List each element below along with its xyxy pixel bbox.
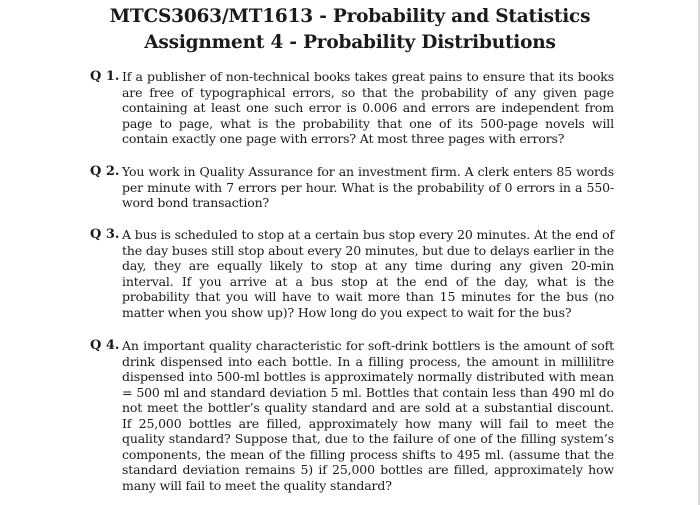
question-number: Q 3. (90, 227, 120, 242)
question-text: If a publisher of non-technical books takes great pains to ensure that its books are free of typographical errors, so that the probability of any given page containing at least one such error is 0.006 and errors are independent from page to page, what is the probability that one of its 500-page novels will contain exactly one page with errors? At most three pages with errors? (122, 69, 614, 146)
question-number: Q 2. (90, 164, 120, 179)
assignment-title: Assignment 4 - Probability Distributions (144, 32, 556, 53)
question-4 (90, 338, 614, 493)
question-1 (90, 69, 614, 147)
question-text: You work in Quality Assurance for an investment firm. A clerk enters 85 words per minute with 7 errors per hour. What is the probability of 0 errors in a 550-word bond transaction? (122, 164, 614, 210)
question-number: Q 1. (90, 69, 120, 84)
question-text: An important quality characteristic for soft-drink bottlers is the amount of soft drink dispensed into each bottle. In a filling process, the amount in millilitre dispensed into 500-ml bottles is approximately normally distributed with mean = 500 ml and standard deviation 5 ml. Bottles that contain less than 490 ml do not meet the bottler’s quality standard and are sold at a substantial discount. If 25,000 bottles are filled, approximately how many will fail to meet the quality standard? Suppose that, due to the failure of one of the filling system’s components, the mean of the filling process shifts to 495 ml. (assume that the standard deviation remains 5) if 25,000 bottles are filled, approximately how many will fail to meet the quality standard? (122, 338, 614, 493)
course-title: MTCS3063/MT1613 - Probability and Statistics (109, 6, 591, 27)
question-number: Q 4. (90, 338, 120, 353)
question-3 (90, 227, 614, 320)
question-text: A bus is scheduled to stop at a certain bus stop every 20 minutes. At the end of the day buses still stop about every 20 minutes, but due to delays earlier in the day, they are equally likely to stop at any time during any given 20-min interval. If you arrive at a bus stop at the end of the day, what is the probability that you will have to wait more than 15 minutes for the bus (no matter when you show up)? How long do you expect to wait for the bus? (122, 227, 614, 320)
question-2 (90, 164, 614, 211)
